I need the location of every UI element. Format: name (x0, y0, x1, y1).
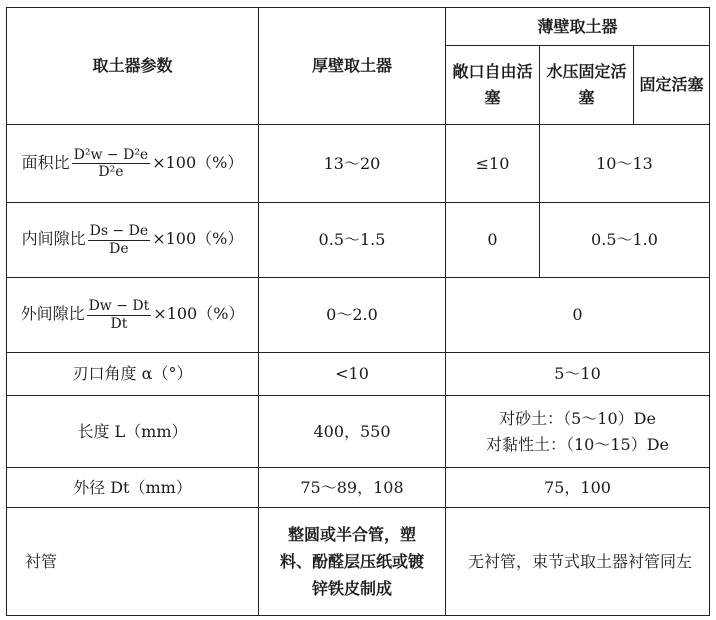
outer-diameter-label: 外径 Dt（mm） (7, 468, 259, 508)
area-ratio-fixed: 10～13 (540, 125, 710, 203)
lining-thin: 无衬管，束节式取土器衬管同左 (446, 508, 710, 616)
length-label: 长度 L（mm） (7, 396, 259, 468)
outer-diameter-thick: 75～89，108 (259, 468, 446, 508)
area-ratio-formula: $\frac{\text{D²w − D²e}}{\text{D²e}}$ (73, 146, 149, 180)
length-thin: 对砂土：（5～10）De 对黏性土：（10～15）De (446, 396, 710, 468)
lining-thick: 整圆或半合管，塑料、酚醛层压纸或镀锌铁皮制成 (259, 508, 446, 616)
edge-angle-thin: 5～10 (446, 353, 710, 396)
area-ratio-label: 面积比 $\frac{\text{D²w − D²e}}{\text{D²e}}$ ×100（%） (7, 125, 259, 203)
header-param: 取土器参数 (7, 8, 259, 125)
area-ratio-thick: 13～20 (259, 125, 446, 203)
outer-clearance-thick: 0～2.0 (259, 278, 446, 353)
inner-clearance-open: 0 (446, 203, 540, 278)
area-ratio-open: ≤10 (446, 125, 540, 203)
length-thick: 400，550 (259, 396, 446, 468)
header-thin-open-piston: 敞口自由活塞 (446, 46, 540, 125)
outer-diameter-thin: 75，100 (446, 468, 710, 508)
header-thin-fixed-piston: 固定活塞 (634, 46, 710, 125)
outer-clearance-thin: 0 (446, 278, 710, 353)
header-thin-hydraulic-piston: 水压固定活塞 (540, 46, 634, 125)
header-thick-wall: 厚壁取土器 (259, 8, 446, 125)
lining-label: 衬管 (7, 508, 259, 616)
inner-clearance-label: 内间隙比 $\frac{Ds - De}{De}$ ×100（%） (7, 203, 259, 278)
inner-clearance-thick: 0.5～1.5 (259, 203, 446, 278)
header-thin-wall: 薄壁取土器 (446, 8, 710, 46)
outer-clearance-formula: $\frac{Dw - Dt}{Dt}$ (88, 298, 150, 332)
edge-angle-label: 刃口角度 α（°） (7, 353, 259, 396)
outer-clearance-label: 外间隙比 $\frac{Dw - Dt}{Dt}$ ×100（%） (7, 278, 259, 353)
sampler-parameter-table (6, 7, 710, 616)
inner-clearance-fixed: 0.5～1.0 (540, 203, 710, 278)
edge-angle-thick: <10 (259, 353, 446, 396)
inner-clearance-formula: $\frac{Ds - De}{De}$ (89, 223, 149, 257)
